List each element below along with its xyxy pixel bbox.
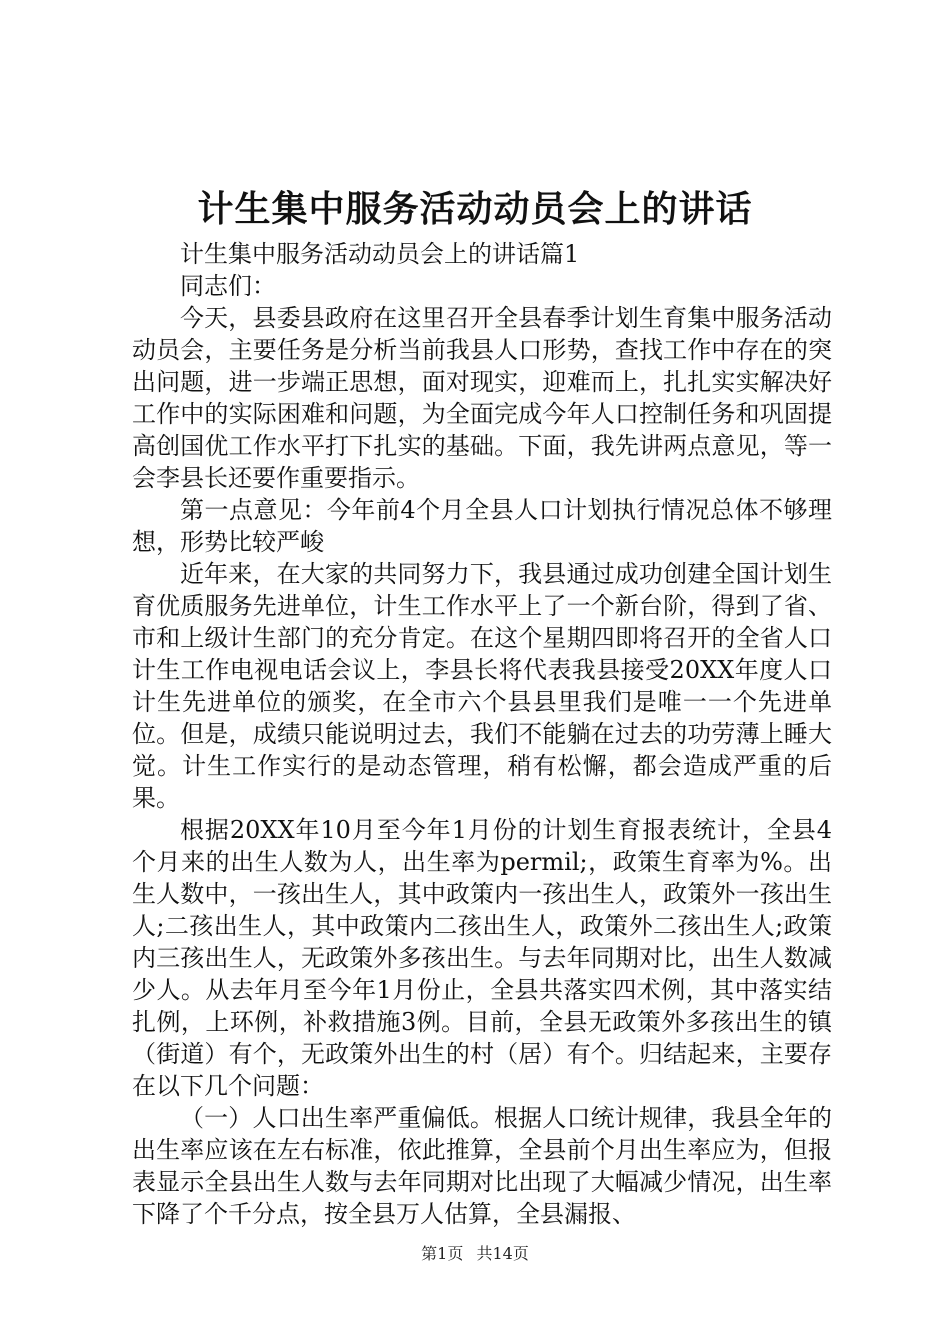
page-number: 第1页 — [421, 1244, 464, 1263]
paragraph: 近年来，在大家的共同努力下，我县通过成功创建全国计划生育优质服务先进单位，计生工作水平上了一个新台阶，得到了省、市和上级计生部门的充分肯定。在这个星期四即将召开的全省人口计生工作电视电话会议上，李县长将代表我县接受20XX年度人口计生先进单位的颁奖，在全市六个县县里我们是唯一一个先进单位。但是，成绩只能说明过去，我们不能躺在过去的功劳薄上睡大觉。计生工作实行的是动态管理，稍有松懈，都会造成严重的后果。 — [132, 560, 832, 812]
paragraph-heading: 第一点意见：今年前4个月全县人口计划执行情况总体不够理想，形势比较严峻 — [132, 496, 832, 556]
paragraph: 今天，县委县政府在这里召开全县春季计划生育集中服务活动动员会，主要任务是分析当前我县人口形势，查找工作中存在的突出问题，进一步端正思想，面对现实，迎难而上，扎扎实实解决好工作中的实际困难和问题，为全面完成今年人口控制任务和巩固提高创国优工作水平打下扎实的基础。下面，我先讲两点意见，等一会李县长还要作重要指示。 — [132, 304, 832, 492]
page-footer — [0, 1243, 950, 1265]
page-total: 共14页 — [476, 1244, 529, 1263]
document-title: 计生集中服务活动动员会上的讲话 — [197, 188, 753, 230]
document-subtitle: 计生集中服务活动动员会上的讲话篇1 — [180, 240, 580, 268]
greeting: 同志们： — [180, 272, 276, 300]
paragraph: （一）人口出生率严重偏低。根据人口统计规律，我县全年的出生率应该在左右标准，依此推算，全县前个月出生率应为，但报表显示全县出生人数与去年同期对比出现了大幅减少情况，出生率下降了个千分点，按全县万人估算，全县漏报、 — [132, 1104, 832, 1228]
document-body — [132, 238, 832, 1230]
paragraph: 根据20XX年10月至今年1月份的计划生育报表统计，全县4个月来的出生人数为人，出生率为permil;，政策生育率为%。出生人数中，一孩出生人，其中政策内一孩出生人，政策外一孩出生人;二孩出生人，其中政策内二孩出生人，政策外二孩出生人;政策内三孩出生人，无政策外多孩出生。与去年同期对比，出生人数减少人。从去年月至今年1月份止，全县共落实四术例，其中落实结扎例，上环例，补救措施3例。目前，全县无政策外多孩出生的镇（街道）有个，无政策外出生的村（居）有个。归结起来，主要存在以下几个问题： — [132, 816, 832, 1100]
